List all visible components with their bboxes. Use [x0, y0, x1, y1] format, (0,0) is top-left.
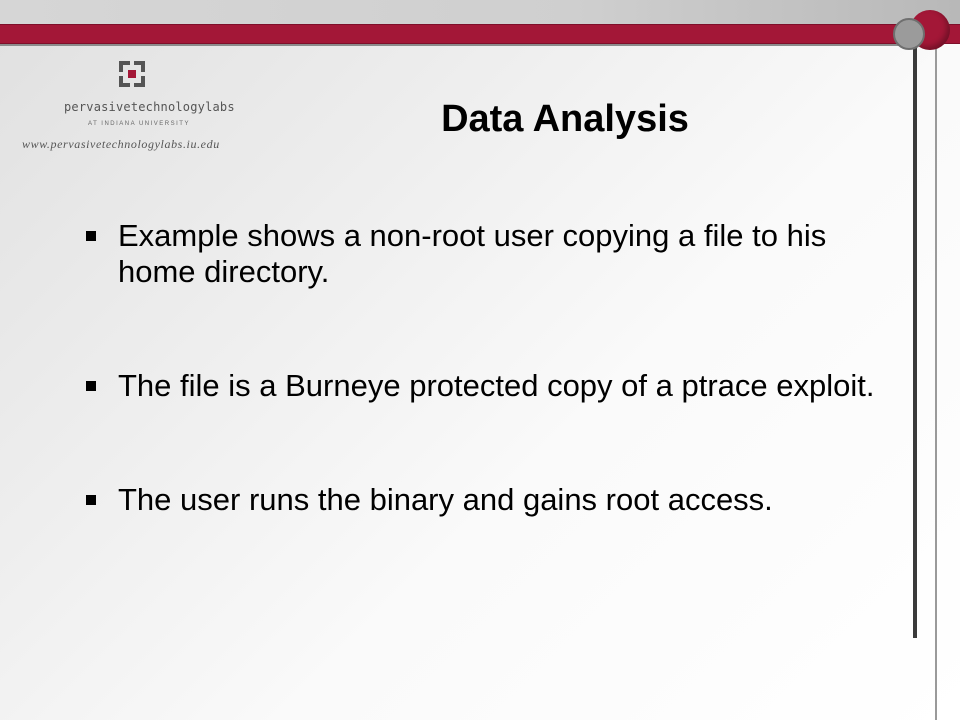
square-bullet-icon — [86, 495, 96, 505]
bullet-item — [86, 368, 876, 404]
pervasive-labs-logo-icon — [119, 61, 145, 87]
decorative-circle-gray — [893, 18, 925, 50]
top-divider-line — [0, 44, 905, 46]
bullet-item — [86, 482, 876, 518]
logo-wordmark: pervasivetechnologylabs — [64, 100, 235, 114]
right-vertical-line-light — [935, 40, 937, 720]
bullet-text: Example shows a non-root user copying a file to his home directory. — [118, 218, 827, 289]
bullet-item — [86, 218, 876, 290]
bullet-text: The user runs the binary and gains root access. — [118, 482, 773, 517]
logo-url: www.pervasivetechnologylabs.iu.edu — [22, 137, 220, 151]
top-accent-bar — [0, 24, 960, 44]
right-vertical-line-dark — [913, 38, 917, 638]
slide-title: Data Analysis — [441, 98, 689, 140]
top-gradient-band — [0, 0, 960, 24]
bullet-list — [86, 218, 876, 518]
square-bullet-icon — [86, 381, 96, 391]
logo-subtitle: AT INDIANA UNIVERSITY — [88, 121, 190, 127]
bullet-text: The file is a Burneye protected copy of a ptrace exploit. — [118, 368, 875, 403]
square-bullet-icon — [86, 231, 96, 241]
